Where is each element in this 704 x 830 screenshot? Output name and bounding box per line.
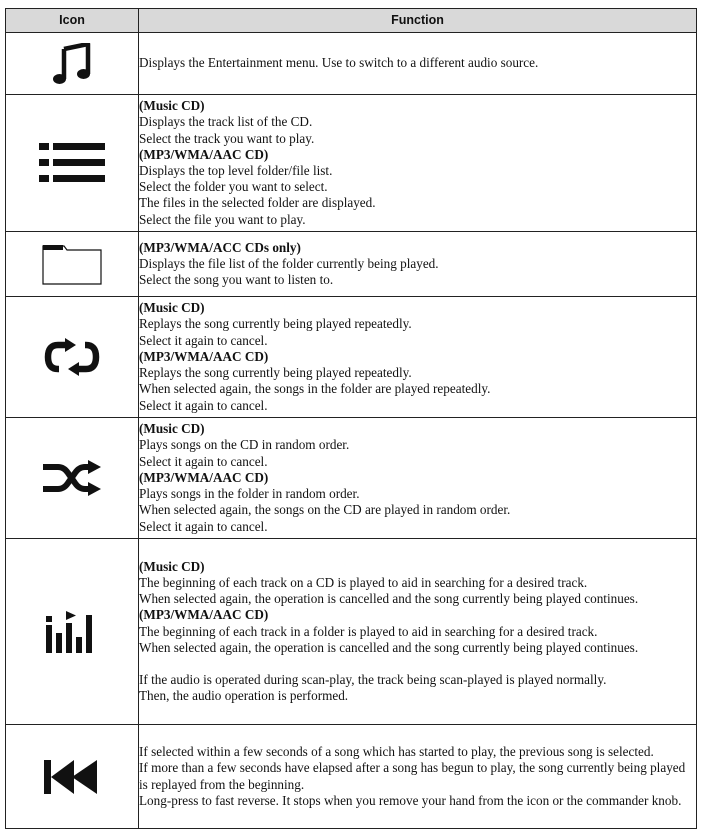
description-line: Select it again to cancel. (139, 453, 268, 469)
icon-cell (6, 297, 139, 418)
description-line: Replays the song currently being played repeatedly. (139, 316, 412, 332)
table-row (6, 33, 697, 95)
icon-cell (6, 232, 139, 297)
description-line: Plays songs on the CD in random order. (139, 437, 350, 453)
description-line: Select it again to cancel. (139, 518, 268, 534)
icon-cell (6, 33, 139, 95)
icon-cell (6, 725, 139, 829)
music-note-icon (6, 43, 138, 85)
function-cell (139, 297, 697, 418)
description-line: The files in the selected folder are displayed. (139, 195, 376, 211)
section-heading: (Music CD) (139, 300, 205, 316)
function-cell (139, 539, 697, 725)
description-line: Long-press to fast reverse. It stops when you remove your hand from the icon or the commander knob. (139, 792, 682, 808)
icon-column-header: Icon (6, 9, 139, 33)
section-heading: (Music CD) (139, 98, 205, 114)
scan-play-icon (6, 611, 138, 653)
section-heading: (Music CD) (139, 421, 205, 437)
description-line: The beginning of each track in a folder is played to aid in searching for a desired track. (139, 623, 598, 639)
list-icon (6, 143, 138, 183)
repeat-icon (6, 338, 138, 376)
description-line: Then, the audio operation is performed. (139, 688, 349, 704)
section-heading: (Music CD) (139, 558, 205, 574)
description-line: Select the folder you want to select. (139, 179, 328, 195)
table-row (6, 232, 697, 297)
description-line: If more than a few seconds have elapsed after a song has begun to play, the song currently being played is replayed from the beginning. (139, 760, 686, 792)
description-line: Select the song you want to listen to. (139, 272, 334, 288)
function-column-header: Function (139, 9, 697, 33)
shuffle-icon (6, 460, 138, 496)
description-line: Select the file you want to play. (139, 211, 306, 227)
section-heading: (MP3/WMA/AAC CD) (139, 607, 269, 623)
description-line: When selected again, the songs on the CD are played in random order. (139, 502, 511, 518)
section-heading: (MP3/WMA/AAC CD) (139, 469, 269, 485)
icon-cell (6, 418, 139, 539)
description-line: Replays the song currently being played repeatedly. (139, 365, 412, 381)
description-line: If the audio is operated during scan-play, the track being scan-played is played normally. (139, 671, 607, 687)
description-line: When selected again, the songs in the folder are played repeatedly. (139, 381, 491, 397)
section-heading: (MP3/WMA/AAC CD) (139, 146, 269, 162)
description-line: When selected again, the operation is cancelled and the song currently being played continues. (139, 639, 639, 655)
function-cell (139, 33, 697, 95)
folder-icon (6, 243, 138, 285)
icon-function-table (5, 8, 697, 829)
description-line: Plays songs in the folder in random order. (139, 486, 360, 502)
function-cell (139, 418, 697, 539)
function-cell (139, 232, 697, 297)
description-line: Select it again to cancel. (139, 397, 268, 413)
table-row (6, 297, 697, 418)
blank-line (139, 656, 696, 672)
table-row (6, 725, 697, 829)
description-line: Displays the file list of the folder currently being played. (139, 255, 439, 271)
table-header-row (6, 9, 697, 33)
table-row (6, 95, 697, 232)
description-line: Displays the Entertainment menu. Use to switch to a different audio source. (139, 55, 539, 71)
description-line: If selected within a few seconds of a song which has started to play, the previous song is selected. (139, 744, 654, 760)
function-cell (139, 725, 697, 829)
description-line: Select the track you want to play. (139, 130, 315, 146)
icon-cell (6, 95, 139, 232)
function-cell (139, 95, 697, 232)
section-heading: (MP3/WMA/ACC CDs only) (139, 239, 301, 255)
description-line: Displays the track list of the CD. (139, 114, 313, 130)
table-row (6, 539, 697, 725)
previous-track-icon (6, 760, 138, 794)
icon-cell (6, 539, 139, 725)
description-line: When selected again, the operation is cancelled and the song currently being played continues. (139, 591, 639, 607)
description-line: Select it again to cancel. (139, 332, 268, 348)
section-heading: (MP3/WMA/AAC CD) (139, 348, 269, 364)
table-row (6, 418, 697, 539)
description-line: The beginning of each track on a CD is played to aid in searching for a desired track. (139, 574, 588, 590)
description-line: Displays the top level folder/file list. (139, 163, 333, 178)
